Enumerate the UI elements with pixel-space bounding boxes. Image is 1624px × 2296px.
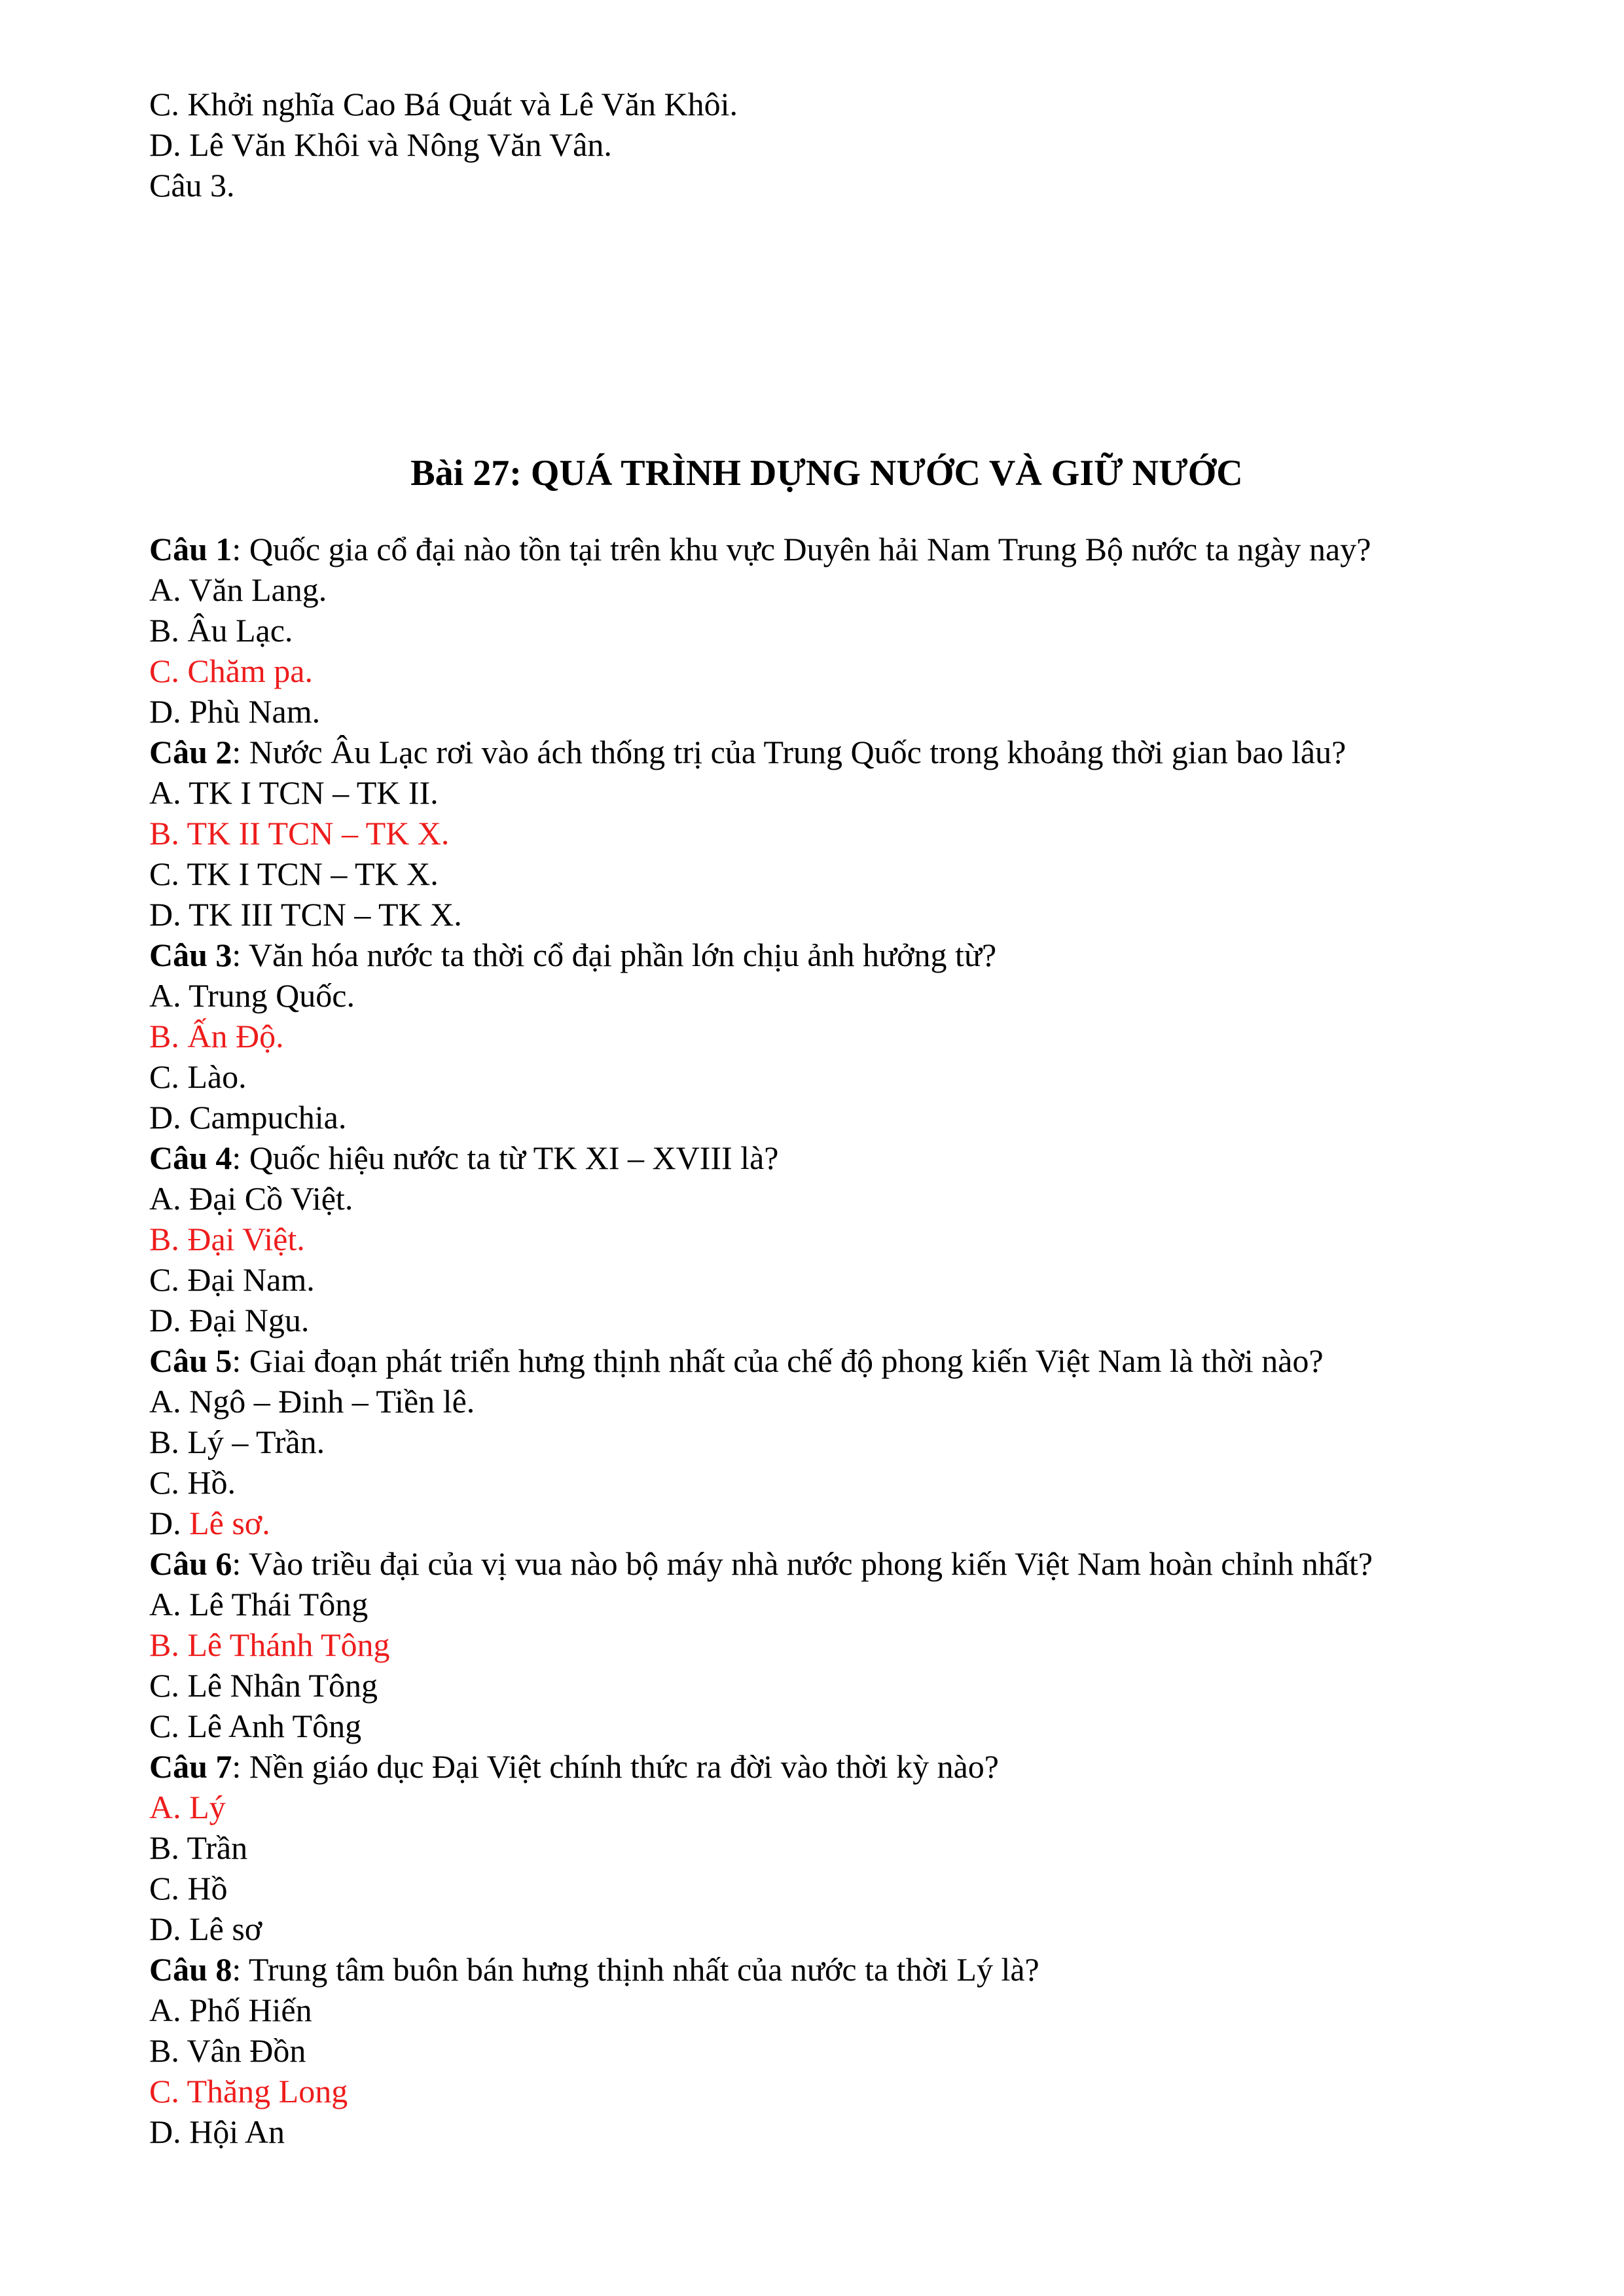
option-answer-text: Lê sơ. xyxy=(189,1505,270,1541)
question-text: : Nước Âu Lạc rơi vào ách thống trị của Trung Quốc trong khoảng thời gian bao lâu? xyxy=(232,734,1346,770)
answer-option: C. TK I TCN – TK X. xyxy=(149,855,439,892)
answer-option-correct: A. Lý xyxy=(149,1789,226,1825)
question-text: : Vào triều đại của vị vua nào bộ máy nhà nước phong kiến Việt Nam hoàn chỉnh nhất? xyxy=(232,1545,1373,1582)
answer-option: A. Ngô – Đinh – Tiền lê. xyxy=(149,1383,475,1420)
answer-option: C. Đại Nam. xyxy=(149,1261,315,1298)
question-text: : Trung tâm buôn bán hưng thịnh nhất của nước ta thời Lý là? xyxy=(232,1951,1039,1988)
question-label: Câu 5 xyxy=(149,1342,232,1379)
answer-option: B. Âu Lạc. xyxy=(149,612,293,649)
question-label: Câu 8 xyxy=(149,1951,232,1988)
option-prefix: D. xyxy=(149,1505,190,1541)
answer-option: A. Lê Thái Tông xyxy=(149,1586,369,1623)
question-text: : Nền giáo dục Đại Việt chính thức ra đời vào thời kỳ nào? xyxy=(232,1748,1000,1785)
answer-option-correct: B. Lê Thánh Tông xyxy=(149,1626,390,1663)
previous-question-label: Câu 3. xyxy=(149,167,235,204)
question-2 xyxy=(149,732,1373,772)
answer-option: C. Lê Anh Tông xyxy=(149,1708,362,1744)
answer-option: A. Trung Quốc. xyxy=(149,977,355,1014)
answer-option-correct: C. Thăng Long xyxy=(149,2073,348,2109)
answer-option: C. Hồ. xyxy=(149,1464,236,1501)
question-label: Câu 2 xyxy=(149,734,232,770)
answer-option: A. Phố Hiến xyxy=(149,1992,312,2028)
quiz-list xyxy=(149,529,1373,2152)
answer-option-correct: B. Ấn Độ. xyxy=(149,1018,284,1054)
question-text: : Văn hóa nước ta thời cổ đại phần lớn chịu ảnh hưởng từ? xyxy=(232,937,997,973)
answer-option: C. Hồ xyxy=(149,1870,228,1907)
answer-option-correct: C. Chăm pa. xyxy=(149,653,313,689)
answer-option: D. Campuchia. xyxy=(149,1099,347,1136)
question-text: : Quốc hiệu nước ta từ TK XI – XVIII là? xyxy=(232,1139,779,1176)
previous-option-c: C. Khởi nghĩa Cao Bá Quát và Lê Văn Khôi. xyxy=(149,86,738,122)
question-5 xyxy=(149,1340,1373,1381)
question-6 xyxy=(149,1543,1373,1584)
lesson-title: Bài 27: QUÁ TRÌNH DỰNG NƯỚC VÀ GIỮ NƯỚC xyxy=(410,453,1243,493)
question-1 xyxy=(149,529,1373,569)
answer-option: A. Văn Lang. xyxy=(149,571,327,608)
question-text: : Giai đoạn phát triển hưng thịnh nhất của chế độ phong kiến Việt Nam là thời nào? xyxy=(232,1342,1324,1379)
answer-option: D. TK III TCN – TK X. xyxy=(149,896,462,933)
answer-option: C. Lê Nhân Tông xyxy=(149,1667,378,1704)
question-label: Câu 1 xyxy=(149,531,232,567)
question-label: Câu 6 xyxy=(149,1545,232,1582)
question-8 xyxy=(149,1949,1373,1990)
question-label: Câu 3 xyxy=(149,937,232,973)
question-7 xyxy=(149,1746,1373,1787)
answer-option: B. Vân Đồn xyxy=(149,2032,306,2069)
answer-option: B. Lý – Trần. xyxy=(149,1424,325,1460)
answer-option-correct xyxy=(149,1503,1373,1543)
answer-option: B. Trần xyxy=(149,1829,248,1866)
answer-option: D. Lê sơ xyxy=(149,1910,262,1947)
question-text: : Quốc gia cổ đại nào tồn tại trên khu vực Duyên hải Nam Trung Bộ nước ta ngày nay? xyxy=(232,531,1371,567)
document-page xyxy=(149,84,1524,2150)
question-label: Câu 7 xyxy=(149,1748,232,1785)
answer-option: A. TK I TCN – TK II. xyxy=(149,774,439,811)
answer-option-correct: B. Đại Việt. xyxy=(149,1221,305,1257)
answer-option: D. Hội An xyxy=(149,2113,285,2150)
previous-section-tail xyxy=(149,84,1524,206)
answer-option-correct: B. TK II TCN – TK X. xyxy=(149,815,450,852)
question-3 xyxy=(149,935,1373,975)
question-4 xyxy=(149,1138,1373,1178)
answer-option: C. Lào. xyxy=(149,1058,247,1095)
answer-option: D. Đại Ngu. xyxy=(149,1302,310,1338)
question-label: Câu 4 xyxy=(149,1139,232,1176)
answer-option: D. Phù Nam. xyxy=(149,693,321,730)
answer-option: A. Đại Cồ Việt. xyxy=(149,1180,353,1217)
previous-option-d: D. Lê Văn Khôi và Nông Văn Vân. xyxy=(149,126,612,163)
